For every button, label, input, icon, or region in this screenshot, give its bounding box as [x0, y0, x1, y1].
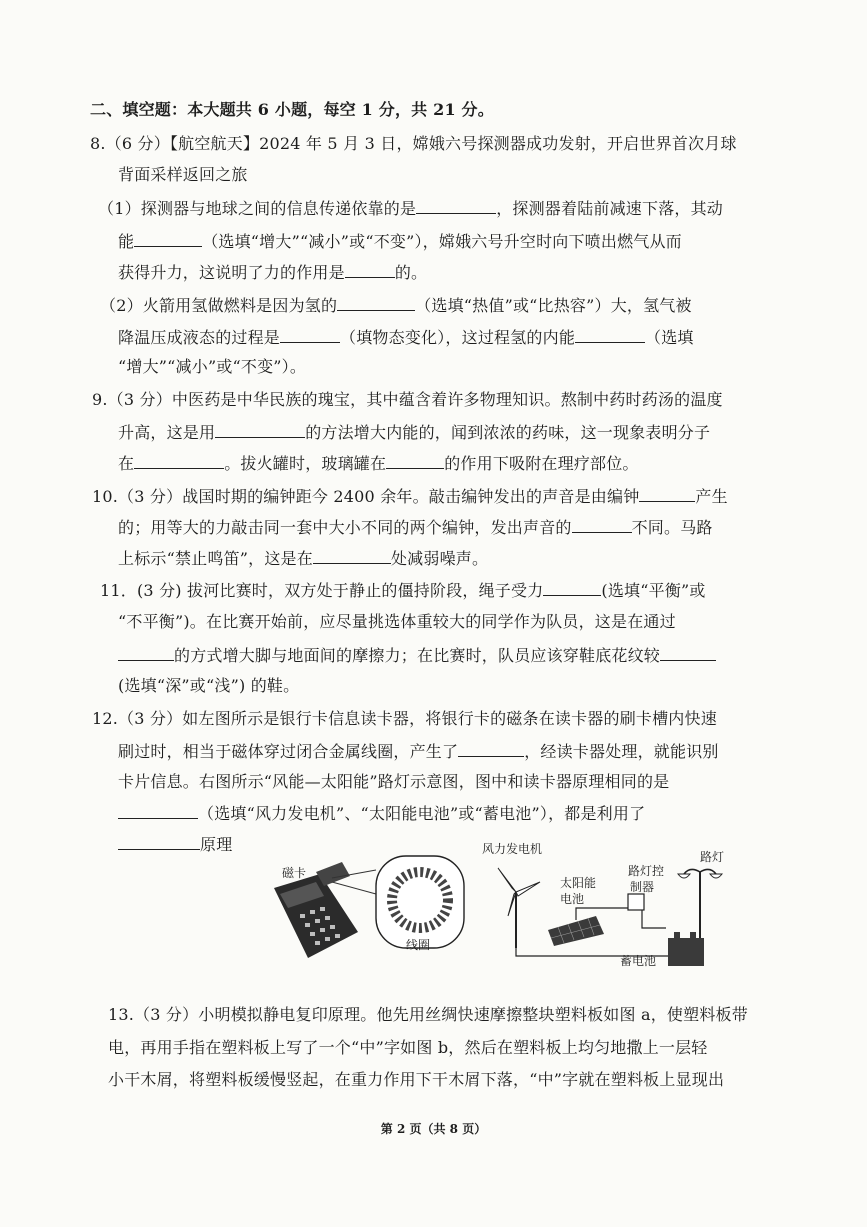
battery-label: 蓄电池: [620, 954, 657, 968]
q9-text: 。拔火罐时，玻璃罐在: [224, 454, 387, 473]
q12-text: ，经读卡器处理，就能识别: [524, 742, 719, 761]
q9-line-3: [118, 453, 639, 474]
q8-text: （2）火箭用氢做燃料是因为氢的: [100, 296, 338, 315]
q8-line-7: [118, 327, 694, 348]
q9-text: 升高，这是用: [118, 423, 216, 442]
answer-blank[interactable]: [134, 453, 224, 469]
q12-line-2: [118, 741, 719, 762]
solar-cell-label-2: 电池: [560, 892, 585, 906]
answer-blank[interactable]: [337, 295, 415, 311]
q8-text: 的。: [394, 263, 428, 282]
q11-line-2: “不平衡”)。在比赛开始前，应尽量挑选体重较大的同学作为队员，这是在通过: [118, 612, 676, 631]
q8-text: ，探测器着陆前减速下落，其动: [496, 199, 723, 218]
q10-line-1: [92, 486, 728, 507]
q10-line-3: [118, 548, 488, 569]
q9-text: 的方法增大内能的，闻到浓浓的药味，这一现象表明分子: [305, 423, 711, 442]
answer-blank[interactable]: [345, 262, 395, 278]
q10-text: 不同。马路: [631, 518, 713, 537]
q9-line-2: [118, 422, 710, 443]
q8-line-2: 背面采样返回之旅: [118, 165, 248, 184]
q8-text: 降温压成液态的过程是: [118, 328, 281, 347]
q8-line-5: [118, 262, 427, 283]
answer-blank[interactable]: [280, 327, 340, 343]
q10-text: 处减弱噪声。: [390, 549, 489, 568]
q10-line-2: [118, 517, 713, 538]
q12-line-4: [118, 803, 645, 824]
answer-blank[interactable]: [386, 453, 444, 469]
q12-line-1: 12.（3 分）如左图所示是银行卡信息读卡器，将银行卡的磁条在读卡器的刷卡槽内快速: [92, 709, 717, 728]
q13-line-3: 小干木屑，将塑料板缓慢竖起，在重力作用下干木屑下落，“中”字就在塑料板上显现出: [108, 1070, 725, 1089]
answer-blank[interactable]: [313, 548, 391, 564]
answer-blank[interactable]: [416, 198, 496, 214]
street-light-illustration: [478, 838, 738, 983]
answer-blank[interactable]: [118, 834, 200, 850]
q9-text: 的作用下吸附在理疗部位。: [444, 454, 639, 473]
controller-label-1: 路灯控: [628, 864, 665, 878]
answer-blank[interactable]: [543, 580, 601, 596]
q8-text: （1）探测器与地球之间的信息传递依靠的是: [98, 199, 417, 218]
q8-text: （选填“热值”或“比热容”）大，氢气被: [415, 296, 692, 315]
magnetic-card-label: 磁卡: [282, 866, 307, 880]
q9-text: 在: [118, 454, 135, 473]
street-lamp-label: 路灯: [700, 850, 725, 864]
answer-blank[interactable]: [660, 645, 716, 661]
answer-blank[interactable]: [575, 327, 645, 343]
q8-line-8: “增大”“减小”或“不变”）。: [118, 357, 307, 376]
q9-line-1: 9.（3 分）中医药是中华民族的瑰宝，其中蕴含着许多物理知识。熬制中药时药汤的温度: [92, 390, 723, 409]
q12-text: 原理: [200, 835, 233, 854]
section-title: 二、填空题：本大题共 6 小题，每空 1 分，共 21 分。: [90, 100, 494, 119]
street-light-figure: [478, 838, 738, 983]
q10-text: 的；用等大的力敲击同一套中大小不同的两个编钟，发出声音的: [118, 518, 572, 537]
q10-text: 产生: [695, 487, 728, 506]
q8-line-6: [100, 295, 692, 316]
q8-text: 能: [118, 232, 135, 251]
q12-text: 刷过时，相当于磁体穿过闭合金属线圈，产生了: [118, 742, 459, 761]
q13-line-1: 13.（3 分）小明模拟静电复印原理。他先用丝绸快速摩擦整块塑料板如图 a，使塑料板带: [108, 1005, 748, 1024]
answer-blank[interactable]: [118, 803, 198, 819]
controller-label-2: 制器: [630, 880, 655, 894]
q10-text: 10.（3 分）战国时期的编钟距今 2400 余年。敲击编钟发出的声音是由编钟: [92, 487, 640, 506]
q8-text: 获得升力，这说明了力的作用是: [118, 263, 345, 282]
q11-line-1: [100, 580, 706, 601]
solar-cell-label-1: 太阳能: [560, 876, 597, 890]
answer-blank[interactable]: [134, 231, 202, 247]
answer-blank[interactable]: [639, 486, 695, 502]
q11-text: 11．(3 分) 拔河比赛时，双方处于静止的僵持阶段，绳子受力: [100, 581, 544, 600]
q8-text: （填物态变化），这过程氢的内能: [340, 328, 576, 347]
q11-text: (选填“平衡”或: [601, 581, 706, 600]
q8-text: （选填“增大”“减小”或“不变”），嫦娥六号升空时向下喷出燃气从而: [202, 232, 682, 251]
card-reader-figure: [272, 850, 472, 970]
page-number: 第 2 页（共 8 页）: [380, 1122, 487, 1136]
q11-line-3: [118, 645, 716, 666]
q12-line-3: 卡片信息。右图所示“风能—太阳能”路灯示意图，图中和读卡器原理相同的是: [118, 772, 670, 791]
q11-line-4: (选填“深”或“浅”) 的鞋。: [118, 676, 300, 695]
q12-line-5: [118, 834, 232, 855]
coil-label: 线圈: [406, 938, 431, 952]
q12-text: （选填“风力发电机”、“太阳能电池”或“蓄电池”），都是利用了: [198, 804, 646, 823]
q8-text: （选填: [645, 328, 694, 347]
answer-blank[interactable]: [572, 517, 632, 533]
q11-text: 的方式增大脚与地面间的摩擦力；在比赛时，队员应该穿鞋底花纹较: [174, 646, 661, 665]
answer-blank[interactable]: [118, 645, 174, 661]
q10-text: 上标示“禁止鸣笛”，这是在: [118, 549, 313, 568]
q8-line-3: [98, 198, 723, 219]
q13-line-2: 电，再用手指在塑料板上写了一个“中”字如图 b，然后在塑料板上均匀地撒上一层轻: [108, 1038, 708, 1057]
answer-blank[interactable]: [458, 741, 524, 757]
wind-generator-label: 风力发电机: [482, 842, 543, 856]
q8-line-1: 8.（6 分）【航空航天】2024 年 5 月 3 日，嫦娥六号探测器成功发射，开启世界首次月球: [90, 134, 737, 153]
answer-blank[interactable]: [215, 422, 305, 438]
q8-line-4: [118, 231, 682, 252]
